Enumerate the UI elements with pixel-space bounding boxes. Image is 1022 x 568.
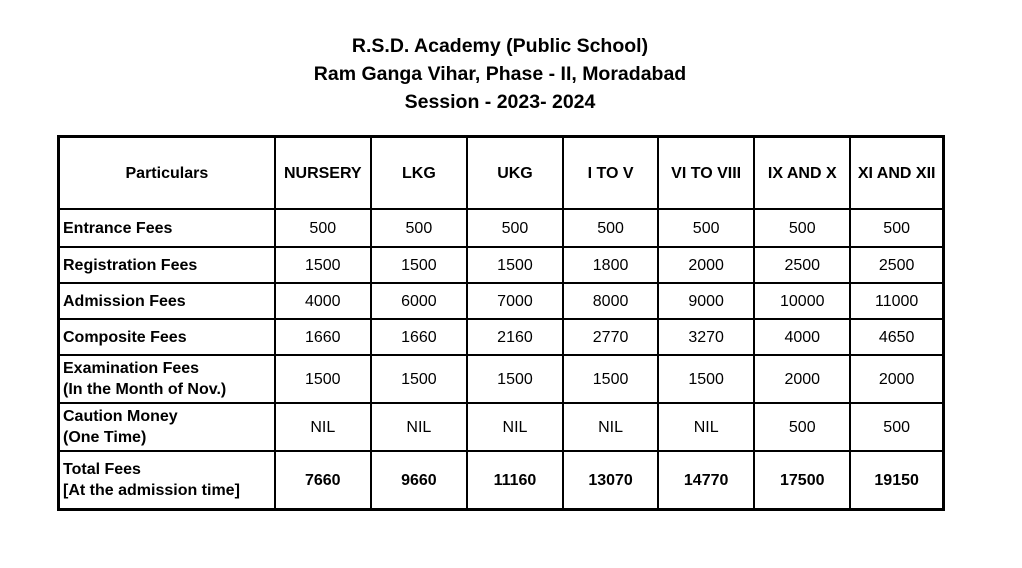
table-cell: 1500 [467, 355, 563, 403]
table-cell: 2500 [850, 247, 943, 283]
fee-table [57, 135, 945, 511]
table-cell: NIL [563, 403, 658, 451]
row-label [59, 451, 275, 510]
row-label-text: Examination Fees [63, 360, 200, 377]
table-cell: 10000 [754, 283, 850, 319]
column-header: VI TO VIII [658, 137, 754, 210]
row-label [59, 209, 275, 247]
table-cell: 500 [275, 209, 371, 247]
total-cell: 19150 [850, 451, 943, 510]
table-cell: 7000 [467, 283, 563, 319]
table-cell: 3270 [658, 319, 754, 355]
table-cell: 6000 [371, 283, 467, 319]
table-cell: 8000 [563, 283, 658, 319]
column-header: UKG [467, 137, 563, 210]
row-label [59, 247, 275, 283]
table-cell: NIL [467, 403, 563, 451]
table-cell: 500 [754, 403, 850, 451]
column-header: LKG [371, 137, 467, 210]
table-cell: 500 [371, 209, 467, 247]
total-cell: 13070 [563, 451, 658, 510]
table-cell: 1500 [275, 355, 371, 403]
table-cell: 1500 [371, 247, 467, 283]
row-label [59, 403, 275, 451]
table-cell: NIL [658, 403, 754, 451]
row-label [59, 283, 275, 319]
row-label-text: Composite Fees [63, 328, 187, 346]
table-cell: 2000 [850, 355, 943, 403]
table-cell: 2500 [754, 247, 850, 283]
document-header [0, 32, 1000, 116]
column-header: IX AND X [754, 137, 850, 210]
table-row [59, 209, 944, 247]
table-cell: 500 [563, 209, 658, 247]
total-cell: 11160 [467, 451, 563, 510]
table-cell: 1500 [467, 247, 563, 283]
table-cell: 9000 [658, 283, 754, 319]
table-cell: 500 [754, 209, 850, 247]
table-cell: 11000 [850, 283, 943, 319]
table-cell: 4650 [850, 319, 943, 355]
table-cell: 1800 [563, 247, 658, 283]
table-cell: 1500 [658, 355, 754, 403]
row-label-text: Caution Money [63, 408, 178, 425]
table-cell: 500 [467, 209, 563, 247]
table-row [59, 319, 944, 355]
table-cell: 2770 [563, 319, 658, 355]
table-cell: 2160 [467, 319, 563, 355]
session-title: Session - 2023- 2024 [404, 91, 596, 113]
table-cell: NIL [371, 403, 467, 451]
table-cell: 1500 [371, 355, 467, 403]
row-label-subtext: (In the Month of Nov.) [63, 381, 227, 398]
total-row [59, 451, 944, 510]
table-row [59, 355, 944, 403]
row-label [59, 319, 275, 355]
table-cell: 1500 [563, 355, 658, 403]
table-cell: 1660 [275, 319, 371, 355]
school-address: Ram Ganga Vihar, Phase - II, Moradabad [313, 63, 687, 85]
table-cell: 4000 [754, 319, 850, 355]
total-cell: 14770 [658, 451, 754, 510]
table-cell: 500 [658, 209, 754, 247]
table-row [59, 403, 944, 451]
column-header: NURSERY [275, 137, 371, 210]
total-cell: 7660 [275, 451, 371, 510]
row-label-subtext: [At the admission time] [63, 482, 240, 499]
table-cell: 500 [850, 403, 943, 451]
table-cell: 1660 [371, 319, 467, 355]
row-label-subtext: (One Time) [63, 429, 147, 446]
table-cell: 2000 [754, 355, 850, 403]
row-label-text: Admission Fees [63, 292, 186, 310]
table-row [59, 247, 944, 283]
table-cell: 4000 [275, 283, 371, 319]
table-cell: 1500 [275, 247, 371, 283]
row-label-text: Registration Fees [63, 256, 198, 274]
row-label [59, 355, 275, 403]
column-header: I TO V [563, 137, 658, 210]
table-cell: 2000 [658, 247, 754, 283]
table-cell: 500 [850, 209, 943, 247]
row-label-text: Total Fees [63, 461, 141, 478]
column-header: Particulars [59, 137, 275, 210]
total-cell: 17500 [754, 451, 850, 510]
row-label-text: Entrance Fees [63, 219, 173, 237]
total-cell: 9660 [371, 451, 467, 510]
school-name: R.S.D. Academy (Public School) [351, 35, 649, 57]
table-cell: NIL [275, 403, 371, 451]
column-header: XI AND XII [850, 137, 943, 210]
table-row [59, 283, 944, 319]
header-row [59, 137, 944, 210]
